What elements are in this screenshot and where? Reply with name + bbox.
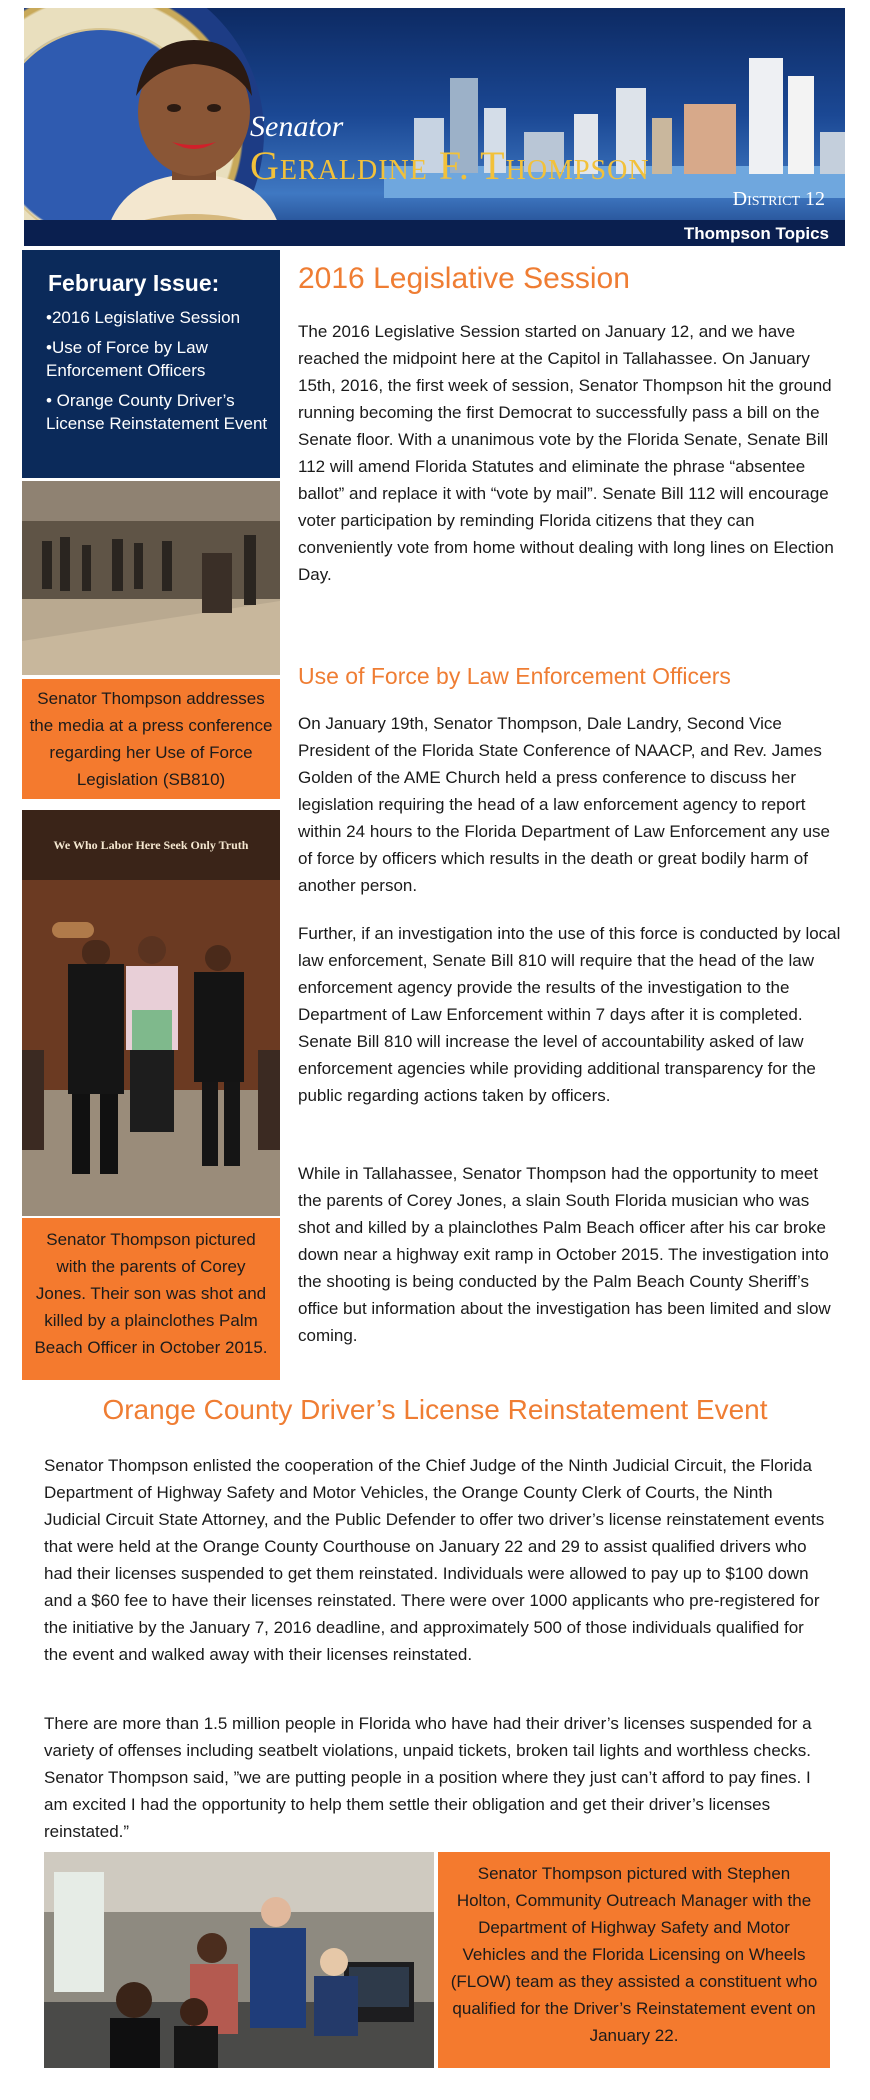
header-district: District 12 xyxy=(732,188,825,210)
senator-with-parents-caption: Senator Thompson pictured with the parents of Corey Jones. Their son was shot and killed by a plainclothes Palm Beach Officer in October 2015. xyxy=(22,1218,280,1380)
senator-with-parents-photo xyxy=(22,810,280,1216)
header-senator-name: Geraldine F. Thompson xyxy=(250,143,650,188)
issue-topic-item: •Use of Force by Law Enforcement Officers xyxy=(46,338,208,380)
header-senator-label: Senator xyxy=(250,110,344,143)
press-conference-caption: Senator Thompson addresses the media at a press conference regarding her Use of Force Legislation (SB810) xyxy=(22,679,280,799)
flow-team-caption: Senator Thompson pictured with Stephen Holton, Community Outreach Manager with the Department of Highway Safety and Motor Vehicles and the Florida Licensing on Wheels (FLOW) team as they assisted a constituent who qualified for the Driver’s Reinstatement event on January 22. xyxy=(438,1852,830,2068)
press-conference-photo xyxy=(22,481,280,675)
issue-topic-item: •2016 Legislative Session xyxy=(46,308,241,327)
use-of-force-paragraph-2: Further, if an investigation into the use of this force is conducted by local law enforcement, Senate Bill 810 will require that the head of the law enforcement agency provide the results of the investigation to the Department of Law Enforcement within 7 days after it is completed. Senate Bill 810 will increase the level of accountability asked of law enforcement agencies while providing additional transparency for the public regarding actions taken by officers. xyxy=(298,924,841,1105)
legislative-session-paragraph: The 2016 Legislative Session started on January 12, and we have reached the midpoint here at the Capitol in Tallahassee. On January 15th, 2016, the first week of session, Senator Thompson hit the ground running becoming the first Democrat to successfully pass a bill on the Senate floor. With a unanimous vote by the Florida Senate, Senate Bill 112 will amend Florida Statutes and eliminate the phrase “absentee ballot” and replace it with “vote by mail”. Senate Bill 112 will encourage voter participation by reminding Florida citizens that they can conveniently vote from home without dealing with long lines on Election Day. xyxy=(298,322,834,584)
newsletter-name: Thompson Topics xyxy=(683,224,829,243)
issue-heading: February Issue: xyxy=(48,270,220,296)
issue-topic-list xyxy=(46,306,282,442)
issue-topic-item: • Orange County Driver’s License Reinstatement Event xyxy=(46,391,268,433)
courtroom-inscription: We Who Labor Here Seek Only Truth xyxy=(53,838,249,852)
use-of-force-paragraph-1: On January 19th, Senator Thompson, Dale Landry, Second Vice President of the Florida State Conference of NAACP, and Rev. James Golden of the AME Church held a press conference to discuss her legislation requiring the head of a law enforcement agency to report within 24 hours to the Florida Department of Law Enforcement any use of force by officers which results in the death or great bodily harm of another person. xyxy=(298,714,831,895)
license-reinstatement-paragraph-2: There are more than 1.5 million people in Florida who have had their driver’s licenses suspended for a variety of offenses including seatbelt violations, unpaid tickets, broken tail lights and worthless checks. Senator Thompson said, ”we are putting people in a position where they just can’t afford to pay fines. I am excited I had the opportunity to help them settle their obligation and get their driver’s licenses reinstated.” xyxy=(44,1714,812,1841)
license-reinstatement-paragraph-1: Senator Thompson enlisted the cooperation of the Chief Judge of the Ninth Judicial Circuit, the Florida Department of Highway Safety and Motor Vehicles, the Orange County Clerk of Courts, the Ninth Judicial Circuit State Attorney, and the Public Defender to offer two driver’s license reinstatement events that were held at the Orange County Courthouse on January 22 and 29 to assist qualified drivers who had their licenses suspended to get them reinstated. Individuals were allowed to pay up to $100 down and a $60 fee to have their licenses reinstated. There were over 1000 applicants who pre-registered for the initiative by the January 7, 2016 deadline, and approximately 500 of those individuals qualified for the event and walked away with their licenses reinstated. xyxy=(44,1456,825,1664)
header-banner xyxy=(24,8,845,246)
section-title-use-of-force: Use of Force by Law Enforcement Officers xyxy=(298,663,731,689)
section-title-license-reinstatement: Orange County Driver’s License Reinstatement Event xyxy=(102,1394,768,1425)
use-of-force-paragraph-3: While in Tallahassee, Senator Thompson had the opportunity to meet the parents of Corey Jones, a slain South Florida musician who was shot and killed by a plainclothes Palm Beach officer after his car broke down near a highway exit ramp in October 2015. The investigation into the shooting is being conducted by the Palm Beach County Sheriff’s office but information about the investigation has been limited and slow coming. xyxy=(298,1164,831,1345)
issue-contents-box xyxy=(22,250,280,478)
flow-team-photo xyxy=(44,1852,434,2068)
section-title-legislative-session: 2016 Legislative Session xyxy=(298,262,630,295)
